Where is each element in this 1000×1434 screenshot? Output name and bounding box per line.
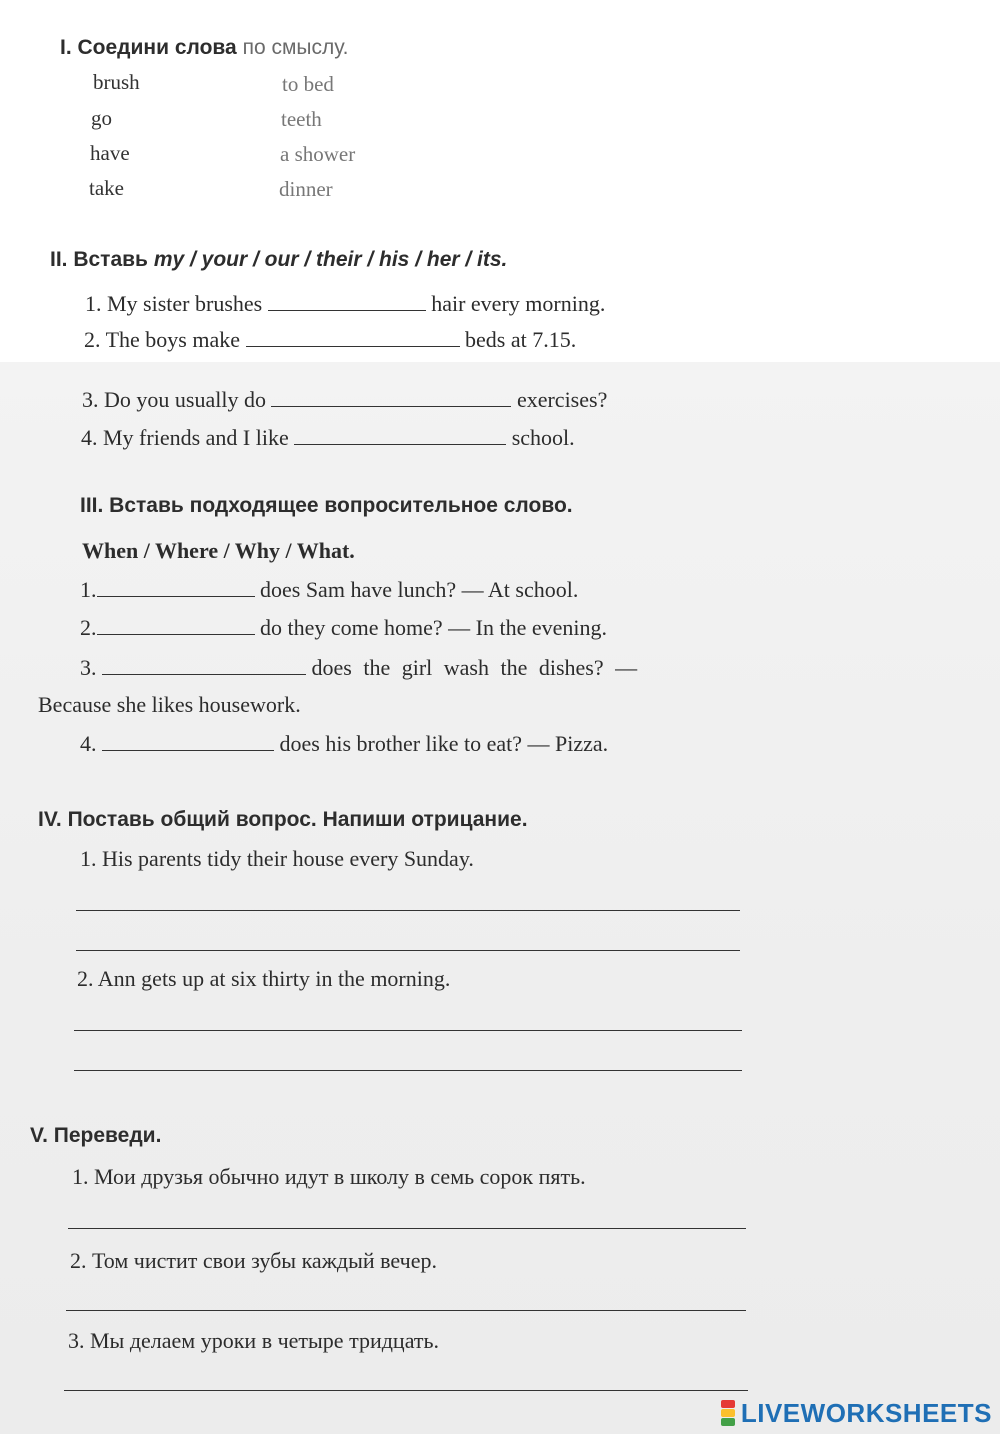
match-right-word: dinner xyxy=(279,177,333,201)
match-left-word: have xyxy=(90,141,130,165)
answer-line[interactable] xyxy=(64,1390,748,1391)
translate-item: 2. Том чистит свои зубы каждый вечер. xyxy=(70,1248,437,1273)
match-left-word: brush xyxy=(93,70,140,94)
match-right-word: a shower xyxy=(280,142,356,166)
answer-line[interactable] xyxy=(74,1030,742,1031)
sentence-item: 1. His parents tidy their house every Sunday. xyxy=(80,846,474,871)
section-5-heading: V. Переведи. xyxy=(30,1124,162,1147)
liveworksheets-logo-text: LIVEWORKSHEETS xyxy=(740,1397,992,1428)
section-3-heading: III. Вставь подходящее вопросительное слово. xyxy=(80,494,573,517)
fill-item-before: 2. The boys make xyxy=(84,327,241,352)
answer-blank[interactable] xyxy=(102,654,306,675)
question-text: does Sam have lunch? — At school. xyxy=(260,577,579,602)
item-number: 3. xyxy=(80,655,97,680)
section-2-heading-prefix: II. Вставь xyxy=(50,248,154,271)
fill-item-after: school. xyxy=(511,425,575,450)
question-word-options: When / Where / Why / What. xyxy=(82,538,355,563)
translate-item: 3. Мы делаем уроки в четыре тридцать. xyxy=(68,1328,440,1353)
fill-item-after: exercises? xyxy=(516,387,608,412)
question-item xyxy=(80,614,607,641)
fill-item-before: 3. Do you usually do xyxy=(82,387,266,412)
fill-item-before: 1. My sister brushes xyxy=(85,291,263,316)
answer-line[interactable] xyxy=(68,1228,746,1229)
answer-blank[interactable] xyxy=(97,576,255,597)
question-text: does his brother like to eat? — Pizza. xyxy=(279,731,609,756)
logo-block-red xyxy=(721,1400,735,1408)
question-continuation: Because she likes housework. xyxy=(38,692,301,717)
translate-item: 1. Мои друзья обычно идут в школу в семь сорок пять. xyxy=(72,1164,586,1189)
section-1-heading-light: по смыслу. xyxy=(242,36,349,59)
fill-item xyxy=(81,424,575,451)
answer-blank[interactable] xyxy=(97,614,255,635)
answer-line[interactable] xyxy=(74,1070,742,1071)
section-1-heading xyxy=(60,36,348,60)
liveworksheets-logo xyxy=(721,1398,992,1428)
section-2-heading xyxy=(50,248,507,272)
answer-blank[interactable] xyxy=(102,730,274,751)
question-text: does the girl wash the dishes? — xyxy=(311,655,638,680)
question-item xyxy=(80,654,637,681)
question-item xyxy=(80,730,608,757)
match-left-word: go xyxy=(91,106,112,130)
item-number: 4. xyxy=(80,731,97,756)
liveworksheets-logo-icon xyxy=(721,1400,735,1426)
item-number: 1. xyxy=(80,577,97,602)
fill-item xyxy=(84,326,576,353)
answer-line[interactable] xyxy=(76,950,740,951)
answer-blank[interactable] xyxy=(271,386,511,407)
fill-item-after: hair every morning. xyxy=(431,291,606,316)
match-left-word: take xyxy=(89,176,124,200)
question-item xyxy=(80,576,578,603)
section-4-heading: IV. Поставь общий вопрос. Напиши отрицание. xyxy=(38,808,528,831)
fill-item xyxy=(82,386,607,413)
fill-item-before: 4. My friends and I like xyxy=(81,425,289,450)
section-2-heading-options: my / your / our / their / his / her / its. xyxy=(153,248,508,271)
sentence-item: 2. Ann gets up at six thirty in the morning. xyxy=(77,966,451,991)
section-1-heading-bold: I. Соедини слова xyxy=(60,36,237,59)
fill-item-after: beds at 7.15. xyxy=(465,327,577,352)
answer-blank[interactable] xyxy=(294,424,506,445)
answer-line[interactable] xyxy=(66,1310,746,1311)
logo-block-yellow xyxy=(721,1409,735,1417)
match-right-word: teeth xyxy=(281,107,322,131)
answer-line[interactable] xyxy=(76,910,740,911)
answer-blank[interactable] xyxy=(246,326,460,347)
question-text: do they come home? — In the evening. xyxy=(260,615,608,640)
logo-block-green xyxy=(721,1418,735,1426)
match-right-word: to bed xyxy=(282,72,334,96)
item-number: 2. xyxy=(80,615,97,640)
fill-item xyxy=(85,290,605,317)
answer-blank[interactable] xyxy=(268,290,426,311)
